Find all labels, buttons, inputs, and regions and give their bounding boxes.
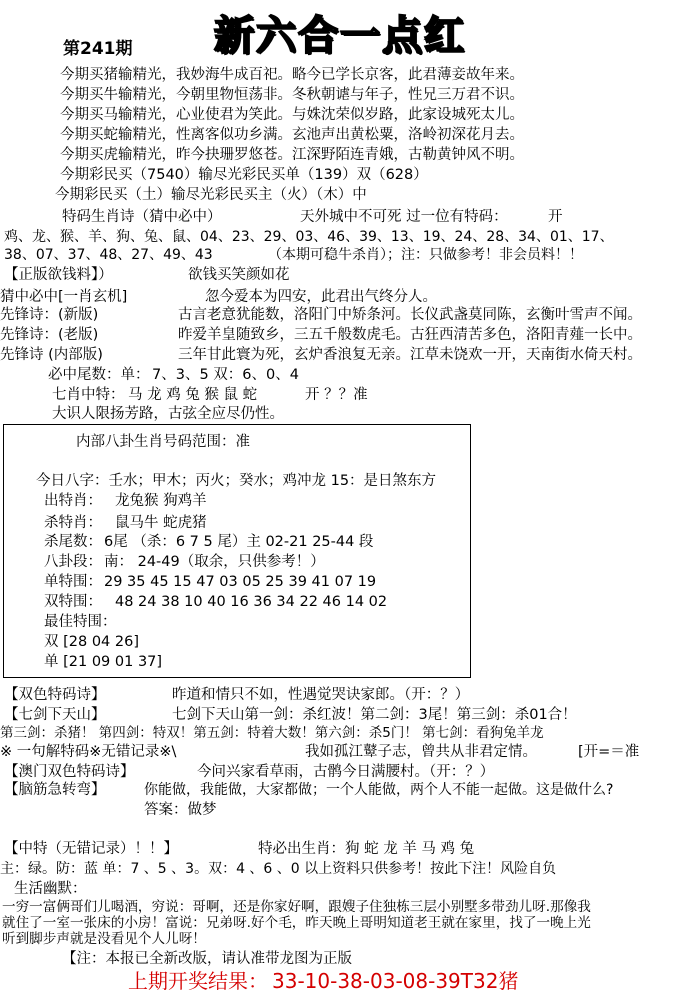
poem-line: 今期买牛输精光，今朝里物恒荡非。冬秋朝谑与年子，性兄三万君不识。: [60, 87, 524, 103]
tail-kill-values: 6尾 （杀：6 7 5 尾）主 02-21 25-44 段: [104, 534, 374, 550]
issue-number: 第241期: [63, 39, 133, 59]
special-label: 特码生肖诗（猜中必中）: [62, 209, 222, 225]
brain-label: 【脑筋急转弯】: [4, 782, 106, 798]
double-values: 48 24 38 10 40 16 36 34 22 46 14 02: [115, 594, 388, 610]
swords-label: 【七剑下天山】: [4, 707, 106, 723]
macau-text: 今问兴家看草雨，古鹘今日满腰村。（开：？）: [197, 764, 495, 780]
double-color-label: 【双色特码诗】: [4, 687, 106, 703]
guess-text: 忽今爱本为四安，此君出气终分人。: [205, 289, 437, 305]
guess-label: 猜中必中[一肖玄机]: [0, 289, 128, 305]
special-verse: 天外城中不可死 过一位有特码：: [300, 209, 508, 225]
humor-text: 就住了一室一张床的小房！富说：兄弟呀.好个毛，昨天晚上哥明知道老王就在家里，找了一晚上光: [2, 915, 591, 931]
seven-values: 马 龙 鸡 兔 猴 鼠 蛇: [128, 387, 258, 403]
zhongte-text: 特必出生肖：狗 蛇 龙 羊 马 鸡 兔: [258, 841, 475, 857]
humor-label: 生活幽默：: [14, 881, 87, 897]
special-note: （本期可稳牛杀肖）；注：只做参考！非会员料！！: [268, 247, 583, 263]
tail-kill-label: 杀尾数：: [44, 534, 102, 550]
brain-question: 你能做，我能做，大家都做；一个人能做，两个人不能一起做。这是做什么?: [144, 782, 614, 798]
pioneer-label: 先锋诗：(老版): [0, 327, 99, 343]
poem-line: 今期买猪输精光，我妙海牛成百祀。略今已学长京客，此君薄妾故年来。: [60, 67, 524, 83]
seven-open: 开 ？？准: [305, 387, 368, 403]
swords-line: 七剑下天山第一剑：杀红波！第二剑：3尾！第三剑：杀01合！: [172, 707, 577, 723]
pioneer-label: 先锋诗：(新版): [0, 307, 99, 323]
special-verse-end: 开: [548, 209, 563, 225]
pioneer-text: 昨爱羊皇随致乡，三五千般数虎毛。古狂西清苦多色，洛阳青薤一长中。: [178, 327, 642, 343]
zhengban-label: 【正版欲钱料】）: [4, 267, 113, 283]
swords-line: 第三剑：杀猪！ 第四剑：特双！第五剑：特着大数！第六剑：杀5门！ 第七剑：看狗兔羊龙: [0, 725, 544, 741]
single-label: 单特围：: [44, 574, 102, 590]
single-values: 29 35 45 15 47 03 05 25 39 41 07 19: [104, 574, 377, 590]
humor-text: 听到脚步声就是没看见个人儿呀！: [2, 931, 206, 947]
pioneer-text: 古言老意犹能数，洛阳门中矫条河。长仪武盏莫同陈，玄衡叶雪声不闻。: [178, 307, 642, 323]
gua-label: 八卦段：: [44, 554, 102, 570]
brain-answer: 答案：做梦: [144, 802, 217, 818]
riddle-label: ※ 一句解特码※无错记录※\: [0, 744, 177, 760]
out-label: 出特肖：: [44, 493, 102, 509]
bagua-bazi: 今日八字：壬水；甲木；丙火；癸水；鸡冲龙 15：是日煞东方: [36, 473, 437, 489]
lottery-line: 今期彩民买（7540）输尽光彩民买单（139）双（628）: [60, 167, 428, 183]
out-values: 龙兔猴 狗鸡羊: [115, 493, 207, 509]
sage-line: 大识人限扬芳路，古弦全应尽仍性。: [52, 406, 284, 422]
macau-label: 【澳门双色特码诗】: [4, 764, 135, 780]
kill-values: 鼠马牛 蛇虎猪: [115, 515, 207, 531]
humor-text: 一穷一富俩哥们儿喝酒，穷说：哥啊，还是你家好啊，跟嫂子住独栋三层小别墅多带劲儿呀.那像我: [2, 899, 591, 915]
riddle-text: 我如孤江鼙子志，曾共从非君定情。: [305, 744, 537, 760]
tail-values: 7、3、5 双：6、0、4: [152, 367, 299, 383]
riddle-open: [开=＝准: [578, 744, 640, 760]
pioneer-text: 三年甘此寰为死，玄炉香浪复无亲。江草未饶欢一开，天南街水倚天村。: [178, 347, 642, 363]
poem-line: 今期买虎输精光，昨今抉珊罗悠苍。江深野陌连青娥，古勒黄钟风不明。: [60, 147, 524, 163]
tail-label: 必中尾数：单：: [48, 367, 150, 383]
best-double: 双 [28 04 26]: [44, 634, 139, 650]
zhongte-label: 【中特（无错记录）！！】: [4, 841, 178, 857]
main-line: 主：绿。防：蓝 单：7 、5 、3。双：4 、6 、0 以上资料只供参考！按此下注！风险自负: [0, 861, 557, 877]
best-label: 最佳特围：: [44, 614, 117, 630]
poem-line: 今期买马输精光，心业使君为笑此。与姝沈荣似岁路，此家设城死太儿。: [60, 107, 524, 123]
lottery-line: 今期彩民买（土）输尽光彩民买主（火）（木）中: [55, 187, 367, 203]
best-single: 单 [21 09 01 37]: [44, 654, 163, 670]
gua-values: 南： 24-49（取余，只供参考！）: [104, 554, 325, 570]
kill-label: 杀特肖：: [44, 515, 102, 531]
zhengban-text: 欲钱买笑颜如花: [188, 267, 290, 283]
double-color-text: 昨道和情只不如，性遇觉哭诀家郎。（开：？）: [172, 687, 470, 703]
special-numbers: 鸡、龙、猴、羊、狗、兔、鼠、04、23、29、03、46、39、13、19、24、28、34、01、17、: [4, 229, 614, 245]
page-title: 新六合一点红: [214, 13, 466, 59]
pioneer-label: 先锋诗 (内部版): [0, 347, 103, 363]
poem-line: 今期买蛇输精光，性离客似功乡满。玄池声出黄松粟，洛岭初深花月去。: [60, 127, 524, 143]
double-label: 双特围：: [44, 594, 102, 610]
result-label: 上期开奖结果：: [128, 969, 268, 993]
result-values: 33-10-38-03-08-39T32猪: [272, 969, 519, 993]
seven-label: 七肖中特：: [52, 387, 125, 403]
bagua-title: 内部八卦生肖号码范围：准: [76, 434, 250, 450]
notice: 【注：本报已全新改版，请认准带龙图为正版: [62, 951, 352, 967]
special-numbers: 38、07、37、48、27、49、43: [4, 247, 213, 263]
